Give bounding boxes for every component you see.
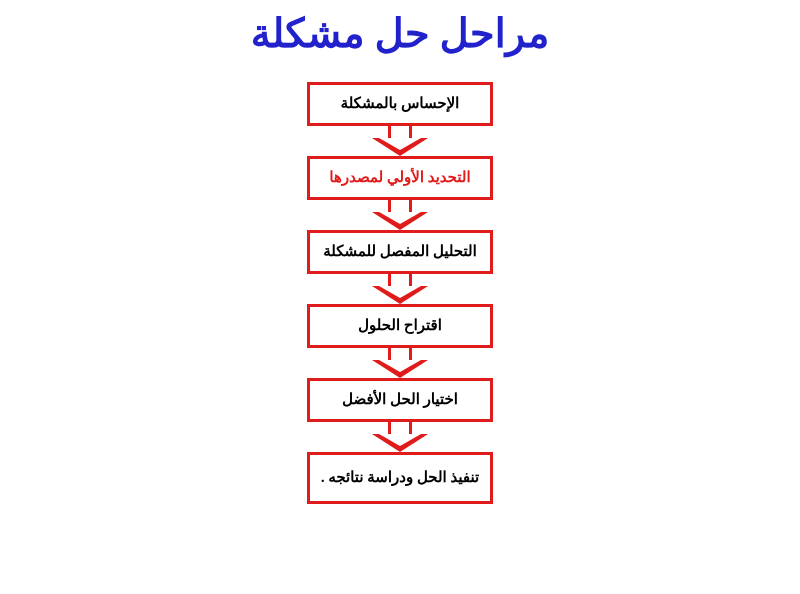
flow-step-4[interactable] <box>307 304 493 348</box>
flow-step-1[interactable] <box>307 82 493 126</box>
flow-arrow-3 <box>372 274 428 304</box>
flow-arrow-1 <box>372 126 428 156</box>
flow-step-6[interactable] <box>307 452 493 504</box>
flowchart <box>0 82 800 504</box>
flow-step-5-label: اختيار الحل الأفضل <box>342 391 458 408</box>
arrow-head-inner <box>379 286 421 298</box>
flow-step-2[interactable] <box>307 156 493 200</box>
flow-step-1-label: الإحساس بالمشكلة <box>340 95 460 112</box>
flow-step-2-label: التحديد الأولي لمصدرها <box>329 169 471 186</box>
arrow-head-inner <box>379 212 421 224</box>
flow-step-6-label: تنفيذ الحل ودراسة نتائجه . <box>320 469 480 486</box>
flow-step-3-label: التحليل المفصل للمشكلة <box>323 243 477 260</box>
arrow-head-inner <box>379 360 421 372</box>
flow-step-3[interactable] <box>307 230 493 274</box>
flow-step-4-label: اقتراح الحلول <box>358 317 442 334</box>
flow-step-5[interactable] <box>307 378 493 422</box>
flow-arrow-2 <box>372 200 428 230</box>
flow-arrow-5 <box>372 422 428 452</box>
page-title: مراحل حل مشكلة <box>250 11 550 56</box>
arrow-head-inner <box>379 434 421 446</box>
flow-arrow-4 <box>372 348 428 378</box>
arrow-head-inner <box>379 138 421 150</box>
